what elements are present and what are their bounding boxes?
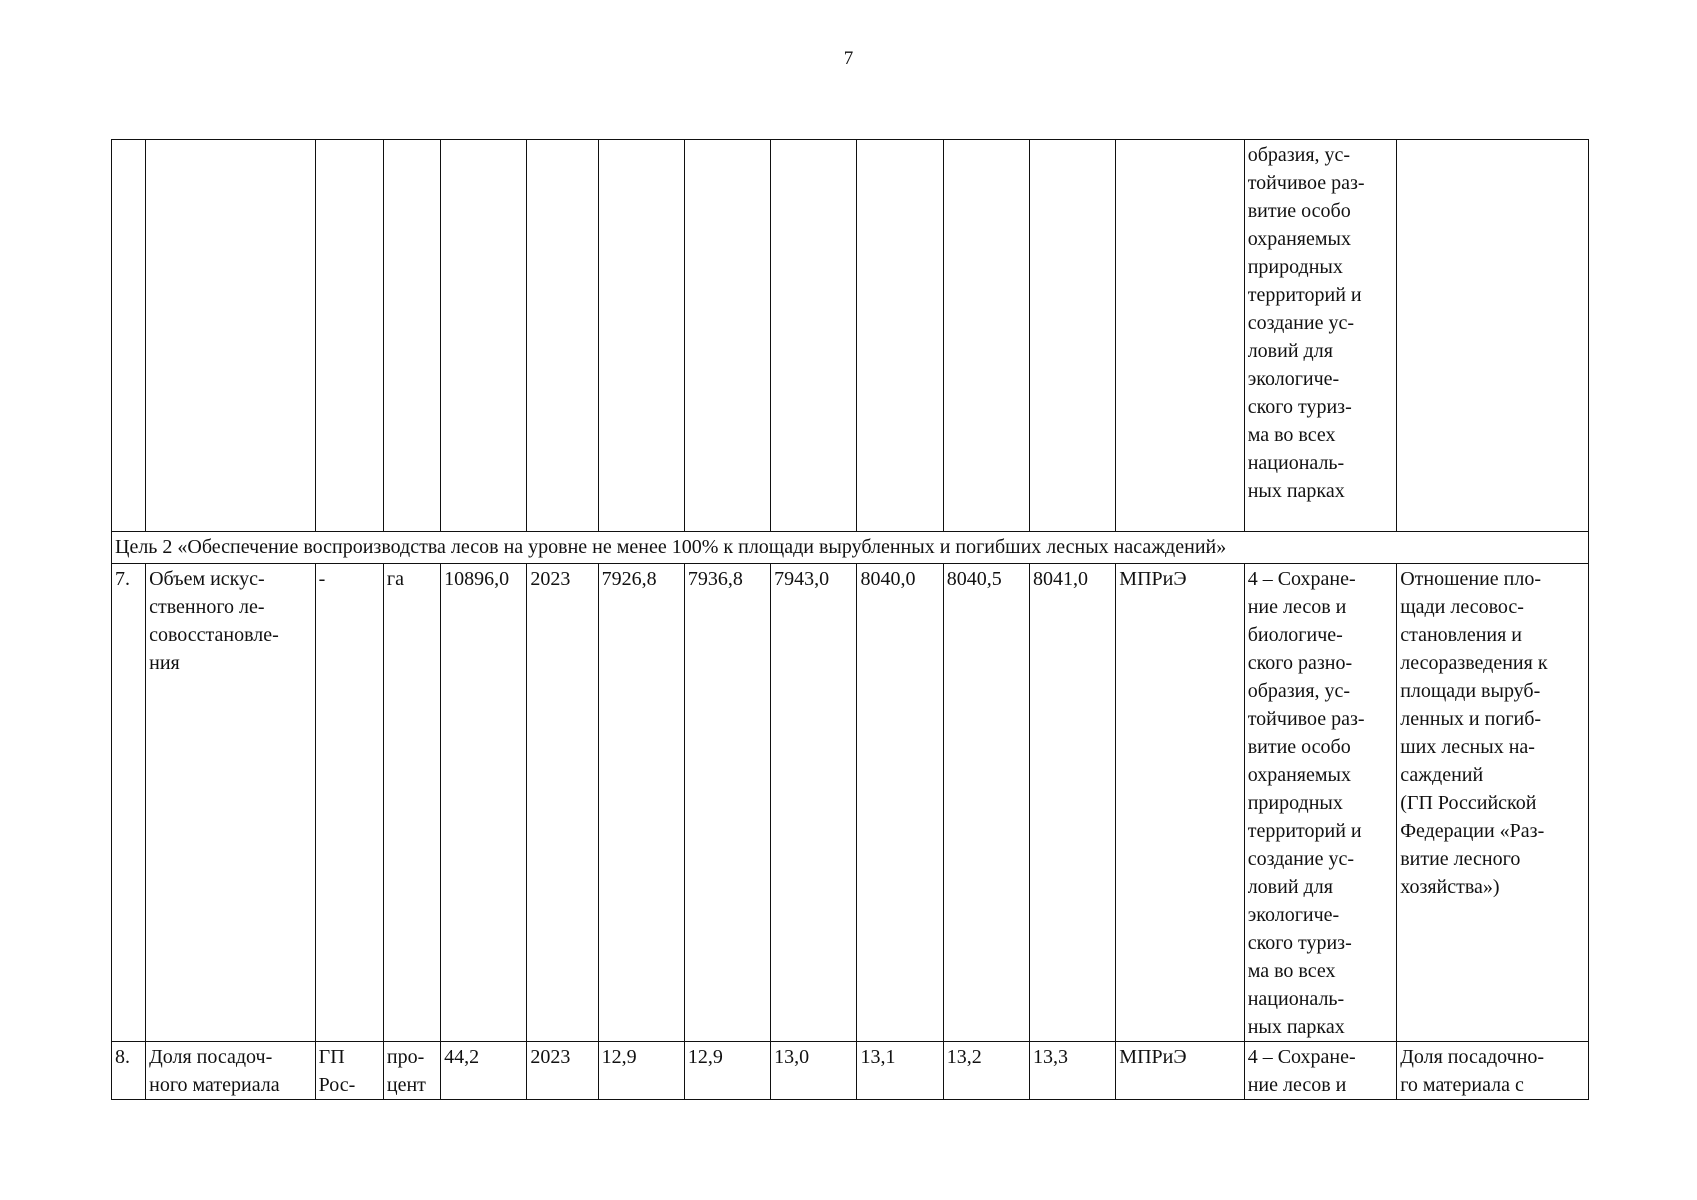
cell-name: Объем искус- ственного ле- совосстановле- ния xyxy=(146,564,316,1042)
goal-2-heading: Цель 2 «Обеспечение воспроизводства лесов на уровне не менее 100% к площади вырубленных и погибших лесных насаждений» xyxy=(112,532,1589,564)
cell-base-year xyxy=(527,140,598,532)
cell-value: 13,1 xyxy=(857,1042,943,1100)
cell-value xyxy=(684,140,770,532)
cell-value xyxy=(943,140,1029,532)
cell-value: 7943,0 xyxy=(771,564,857,1042)
cell-unit xyxy=(383,140,440,532)
cell-note: Отношение пло- щади лесовос- становления и лесоразведения к площади выруб- ленных и погиб- ших лесных на- саждений (ГП Российской Федерации «Раз- витие лесного хозяйства») xyxy=(1397,564,1589,1042)
page-number: 7 xyxy=(843,48,854,69)
cell-num xyxy=(112,140,146,532)
cell-value: 13,0 xyxy=(771,1042,857,1100)
cell-responsible: МПРиЭ xyxy=(1116,564,1244,1042)
cell-linked-goal: 4 – Сохране- ние лесов и биологиче- ского разно- образия, ус- тойчивое раз- витие особо охраняемых природных территорий и создание ус- ловий для экологиче- ского туриз- ма во всех националь- ных парках xyxy=(1244,564,1397,1042)
cell-base-year: 2023 xyxy=(527,564,598,1042)
cell-value xyxy=(771,140,857,532)
cell-source: ГП Рос- xyxy=(315,1042,383,1100)
cell-value: 13,2 xyxy=(943,1042,1029,1100)
cell-value: 12,9 xyxy=(598,1042,684,1100)
cell-note xyxy=(1397,140,1589,532)
cell-value xyxy=(1030,140,1116,532)
cell-unit: про- цент xyxy=(383,1042,440,1100)
cell-source: - xyxy=(315,564,383,1042)
cell-value: 8041,0 xyxy=(1030,564,1116,1042)
continuation-row xyxy=(112,140,1589,532)
cell-value: 7936,8 xyxy=(684,564,770,1042)
indicators-table xyxy=(111,139,1589,1100)
table-row xyxy=(112,1042,1589,1100)
cell-base-value xyxy=(441,140,527,532)
cell-value xyxy=(857,140,943,532)
cell-name: Доля посадоч- ного материала xyxy=(146,1042,316,1100)
cell-note: Доля посадочно- го материала с xyxy=(1397,1042,1589,1100)
cell-base-value: 44,2 xyxy=(441,1042,527,1100)
cell-value: 12,9 xyxy=(684,1042,770,1100)
table-row xyxy=(112,564,1589,1042)
cell-base-year: 2023 xyxy=(527,1042,598,1100)
cell-base-value: 10896,0 xyxy=(441,564,527,1042)
cell-value xyxy=(598,140,684,532)
cell-value: 7926,8 xyxy=(598,564,684,1042)
goal-row xyxy=(112,532,1589,564)
cell-linked-goal: образия, ус- тойчивое раз- витие особо охраняемых природных территорий и создание ус- ловий для экологиче- ского туриз- ма во всех националь- ных парках xyxy=(1244,140,1397,532)
cell-unit: га xyxy=(383,564,440,1042)
cell-linked-goal: 4 – Сохране- ние лесов и xyxy=(1244,1042,1397,1100)
cell-num: 8. xyxy=(112,1042,146,1100)
cell-name xyxy=(146,140,316,532)
cell-source xyxy=(315,140,383,532)
cell-value: 8040,5 xyxy=(943,564,1029,1042)
cell-responsible: МПРиЭ xyxy=(1116,1042,1244,1100)
cell-value: 13,3 xyxy=(1030,1042,1116,1100)
cell-responsible xyxy=(1116,140,1244,532)
cell-num: 7. xyxy=(112,564,146,1042)
cell-value: 8040,0 xyxy=(857,564,943,1042)
